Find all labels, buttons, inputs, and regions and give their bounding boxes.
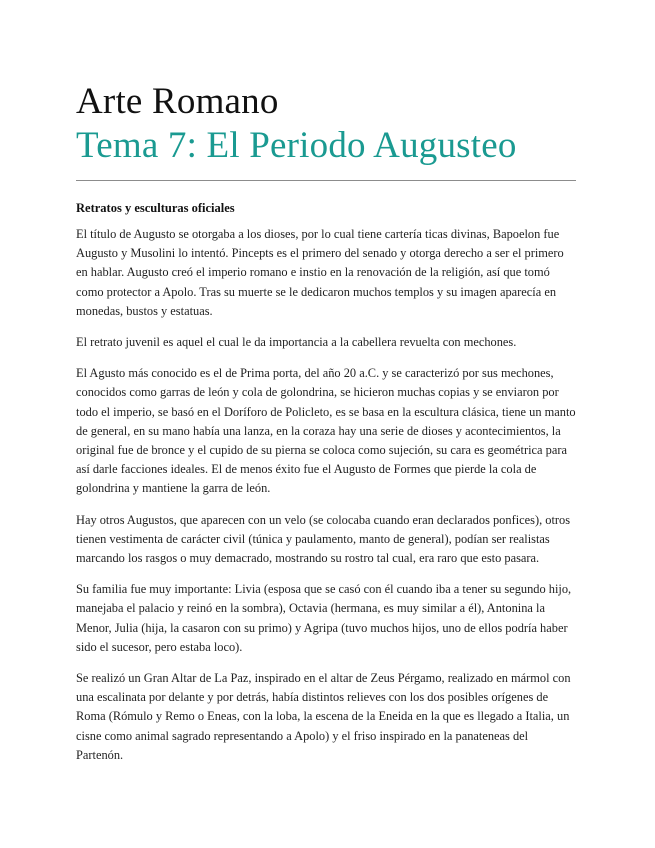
title-divider xyxy=(76,180,576,181)
paragraph-5: Su familia fue muy importante: Livia (esposa que se casó con él cuando iba a tener su segundo hijo, manejaba el palacio y reinó en la sombra), Octavia (hermana, es muy similar a él), Antonina la Menor, Julia (hija, la casaron con su primo) y Agripa (tuvo muchos hijos, uno de ellos podría haber sido el sucesor, pero estaba loco). xyxy=(76,582,572,654)
document-page xyxy=(76,80,576,777)
paragraph-3: El Agusto más conocido es el de Prima porta, del año 20 a.C. y se caracterizó por sus mechones, conocidos como garras de león y cola de golondrina, se hicieron muchas copias y se enviaron por todo el imperio, se basó en el Doríforo de Policleto, es se basa en la escultura clásica, tiene un manto de general, en su mano había una lanza, en la coraza hay una serie de dioses y acontecimientos, la original fue de bronce y el cupido de su pierna se coloca como sujeción, su cara es geométrica para así darle facciones ideales. El de menos éxito fue el Augusto de Formes que pierde la cola de golondrina y mantiene la garra de león. xyxy=(76,366,576,496)
paragraph-4: Hay otros Augustos, que aparecen con un velo (se colocaba cuando eran declarados ponfices), otros tienen vestimenta de carácter civil (túnica y paulamento, manto de general), podían ser realistas marcando los rasgos o muy demacrado, mostrando su rostro tal cual, era raro que esto pasara. xyxy=(76,512,571,566)
paragraph-2: El retrato juvenil es aquel el cual le da importancia a la cabellera revuelta con mechones. xyxy=(76,335,517,350)
document-title: Arte Romano xyxy=(76,81,279,122)
document-subtitle: Tema 7: El Periodo Augusteo xyxy=(76,125,517,166)
paragraph-1: El título de Augusto se otorgaba a los dioses, por lo cual tiene cartería ticas divinas, Bapoelon fue Augusto y Musolini lo intentó. Pincepts es el primero del senado y otorga derecho a ser el primero en hablar. Augusto creó el imperio romano e instio en la renovación de la religión, así que tomó como protector a Apolo. Tras su muerte se le dedicaron muchos templos y su imagen aparecía en monedas, bustos y estatuas. xyxy=(76,227,564,318)
paragraph-6: Se realizó un Gran Altar de La Paz, inspirado en el altar de Zeus Pérgamo, realizado en mármol con una escalinata por delante y por detrás, había distintos relieves con los dos posibles orígenes de Roma (Rómulo y Remo o Eneas, con la loba, la escena de la Eneida en la que es llegado a Italia, un cisne como animal sagrado representando a Apolo) y el friso inspirado en la panateneas del Partenón. xyxy=(76,671,571,762)
section-heading: Retratos y esculturas oficiales xyxy=(76,201,235,215)
